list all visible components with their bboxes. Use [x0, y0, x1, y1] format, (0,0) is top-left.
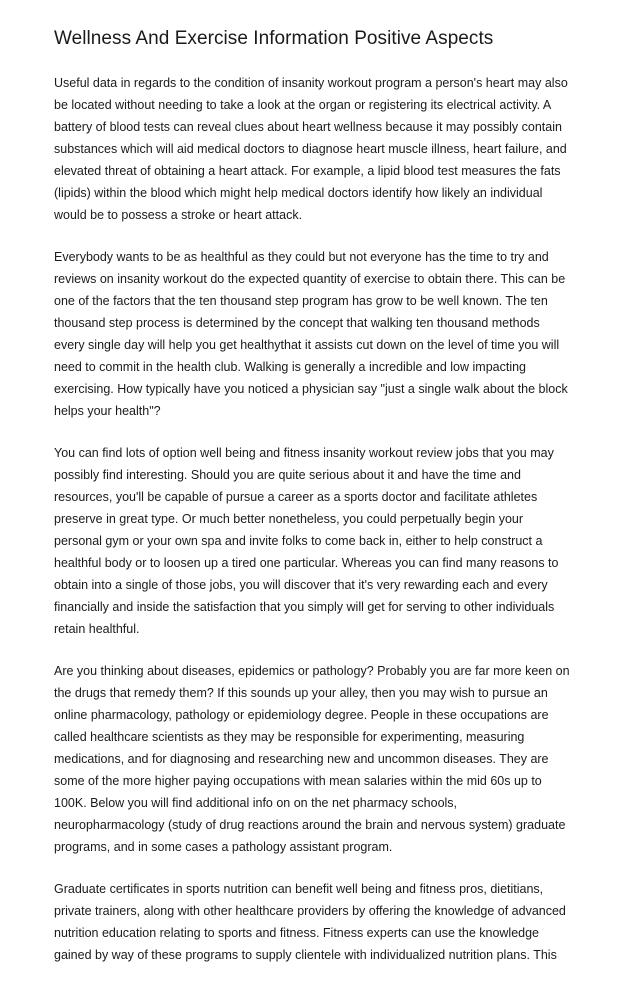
paragraph-line: nutrition education relating to sports and fitness. Fitness experts can use the knowledge — [54, 926, 540, 940]
paragraph-line: neuropharmacology (study of drug reactions around the brain and nervous system) graduate — [54, 818, 566, 832]
paragraph-line: Everybody wants to be as healthful as they could but not everyone has the time to try and — [54, 250, 549, 264]
paragraph-line: medications, and for diagnosing and researching new and uncommon diseases. They are — [54, 752, 549, 766]
document-body — [54, 72, 588, 966]
body-paragraph — [54, 660, 588, 858]
paragraph-line: You can find lots of option well being and fitness insanity workout review jobs that you may — [54, 446, 554, 460]
paragraph-line: be located without needing to take a look at the organ or registering its electrical activity. A — [54, 98, 552, 112]
paragraph-line: online pharmacology, pathology or epidemiology degree. People in these occupations are — [54, 708, 549, 722]
paragraph-line: preserve in great type. Or much better nonetheless, you could perpetually begin your — [54, 512, 524, 526]
paragraph-line: personal gym or your own spa and invite folks to come back in, either to help construct a — [54, 534, 543, 548]
paragraph-line: (lipids) within the blood which might help medical doctors identify how likely an individual — [54, 186, 543, 200]
body-paragraph — [54, 72, 588, 226]
paragraph-line: resources, you'll be capable of pursue a career as a sports doctor and facilitate athletes — [54, 490, 538, 504]
paragraph-line: private trainers, along with other healthcare providers by offering the knowledge of advanced — [54, 904, 566, 918]
paragraph-line: called healthcare scientists as they may be responsible for experimenting, measuring — [54, 730, 525, 744]
paragraph-line: Useful data in regards to the condition of insanity workout program a person's heart may also — [54, 76, 568, 90]
paragraph-line: battery of blood tests can reveal clues about heart wellness because it may possibly contain — [54, 120, 562, 134]
paragraph-line: substances which will aid medical doctors to diagnose heart muscle illness, heart failure, and — [54, 142, 567, 156]
paragraph-line: Are you thinking about diseases, epidemics or pathology? Probably you are far more keen on — [54, 664, 570, 678]
paragraph-line: elevated threat of obtaining a heart attack. For example, a lipid blood test measures the fats — [54, 164, 561, 178]
paragraph-line: gained by way of these programs to supply clientele with individualized nutrition plans. This — [54, 948, 557, 962]
paragraph-line: every single day will help you get healthythat it assists cut down on the level of time you will — [54, 338, 560, 352]
paragraph-line: exercising. How typically have you noticed a physician say "just a single walk about the block — [54, 382, 568, 396]
paragraph-line: Graduate certificates in sports nutrition can benefit well being and fitness pros, dietitians, — [54, 882, 544, 896]
paragraph-line: would be to possess a stroke or heart attack. — [54, 208, 303, 222]
paragraph-line: obtain into a single of those jobs, you will discover that it's very rewarding each and every — [54, 578, 548, 592]
body-paragraph — [54, 878, 588, 966]
paragraph-line: healthful body or to loosen up a tired one particular. Whereas you can find many reasons to — [54, 556, 559, 570]
paragraph-line: financially and inside the satisfaction that you simply will get for serving to other individuals — [54, 600, 555, 614]
paragraph-line: one of the factors that the ten thousand step program has grow to be well known. The ten — [54, 294, 548, 308]
paragraph-line: need to commit in the health club. Walking is generally a incredible and low impacting — [54, 360, 527, 374]
body-paragraph — [54, 442, 588, 640]
paragraph-line: some of the more higher paying occupations with mean salaries within the mid 60s up to — [54, 774, 542, 788]
paragraph-line: thousand step process is determined by the concept that walking ten thousand methods — [54, 316, 540, 330]
body-paragraph — [54, 246, 588, 422]
paragraph-line: the drugs that remedy them? If this sounds up your alley, then you may wish to pursue an — [54, 686, 548, 700]
paragraph-line: programs, and in some cases a pathology assistant program. — [54, 840, 393, 854]
page-title: Wellness And Exercise Information Positive Aspects — [54, 28, 494, 49]
paragraph-line: helps your health"? — [54, 404, 161, 418]
paragraph-line: reviews on insanity workout do the expected quantity of exercise to obtain there. This can be — [54, 272, 566, 286]
document-page — [54, 26, 588, 986]
paragraph-line: retain healthful. — [54, 622, 140, 636]
paragraph-line: possibly find interesting. Should you are quite serious about it and have the time and — [54, 468, 521, 482]
paragraph-line: 100K. Below you will find additional info on on the net pharmacy schools, — [54, 796, 458, 810]
